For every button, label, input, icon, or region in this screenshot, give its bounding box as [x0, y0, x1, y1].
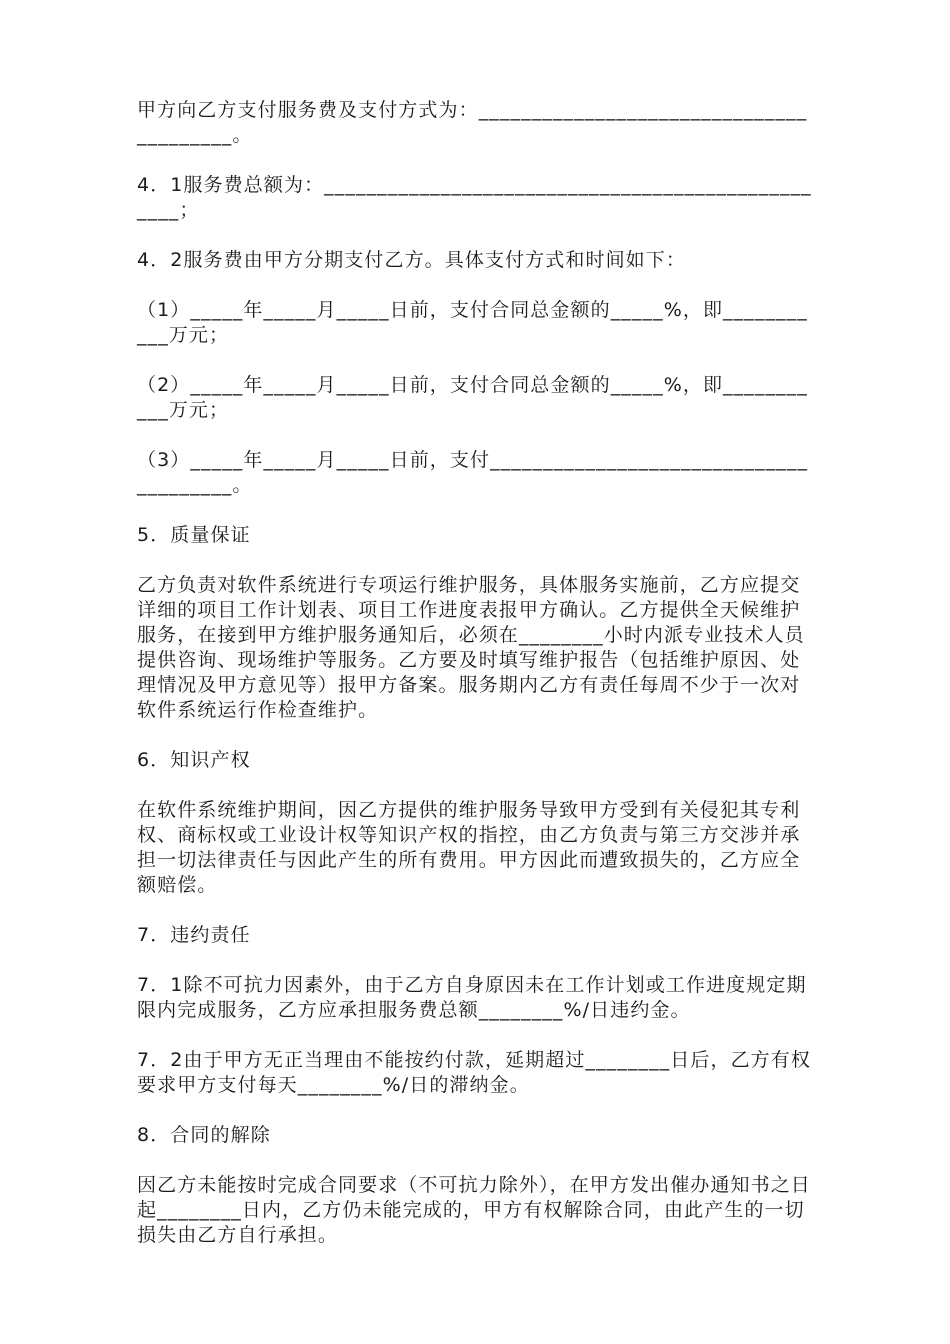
installment-3-paragraph: （3）_____年_____月_____日前，支付_______________________________________。: [137, 449, 809, 496]
clause-4-1-paragraph: 4．1服务费总额为：__________________________________________________；: [137, 174, 812, 221]
clause-7-1-paragraph: 7．1除不可抗力因素外，由于乙方自身原因未在工作计划或工作进度规定期限内完成服务，乙方应承担服务费总额________%/日违约金。: [137, 974, 807, 1021]
section-7-heading: 7．违约责任: [137, 924, 251, 946]
payment-method-paragraph: 甲方向乙方支付服务费及支付方式为：________________________________________。: [137, 99, 808, 146]
quality-guarantee-paragraph: 乙方负责对软件系统进行专项运行维护服务，具体服务实施前，乙方应提交详细的项目工作计划表、项目工作进度表报甲方确认。乙方提供全天候维护服务，在接到甲方维护服务通知后，必须在________小时内派专业技术人员提供咨询、现场维护等服务。乙方要及时填写维护报告（包括维护原因、处理情况及甲方意见等）报甲方备案。服务期内乙方有责任每周不少于一次对软件系统运行作检查维护。: [137, 574, 805, 721]
installment-1-paragraph: （1）_____年_____月_____日前，支付合同总金额的_____%，即___________万元；: [137, 299, 808, 346]
clause-7-2-paragraph: 7．2由于甲方无正当理由不能按约付款，延期超过________日后，乙方有权要求甲方支付每天________%/日的滞纳金。: [137, 1049, 811, 1096]
section-6-heading: 6．知识产权: [137, 749, 251, 771]
section-5-heading: 5．质量保证: [137, 524, 251, 546]
intellectual-property-paragraph: 在软件系统维护期间，因乙方提供的维护服务导致甲方受到有关侵犯其专利权、商标权或工业设计权等知识产权的指控，由乙方负责与第三方交涉并承担一切法律责任与因此产生的所有费用。甲方因此而遭致损失的，乙方应全额赔偿。: [137, 799, 801, 896]
clause-4-2-paragraph: 4．2服务费由甲方分期支付乙方。具体支付方式和时间如下：: [137, 249, 686, 271]
installment-2-paragraph: （2）_____年_____月_____日前，支付合同总金额的_____%，即___________万元；: [137, 374, 808, 421]
contract-termination-paragraph: 因乙方未能按时完成合同要求（不可抗力除外），在甲方发出催办通知书之日起________日内，乙方仍未能完成的，甲方有权解除合同，由此产生的一切损失由乙方自行承担。: [137, 1174, 811, 1246]
document-page: [137, 98, 815, 1248]
section-8-heading: 8．合同的解除: [137, 1124, 271, 1146]
